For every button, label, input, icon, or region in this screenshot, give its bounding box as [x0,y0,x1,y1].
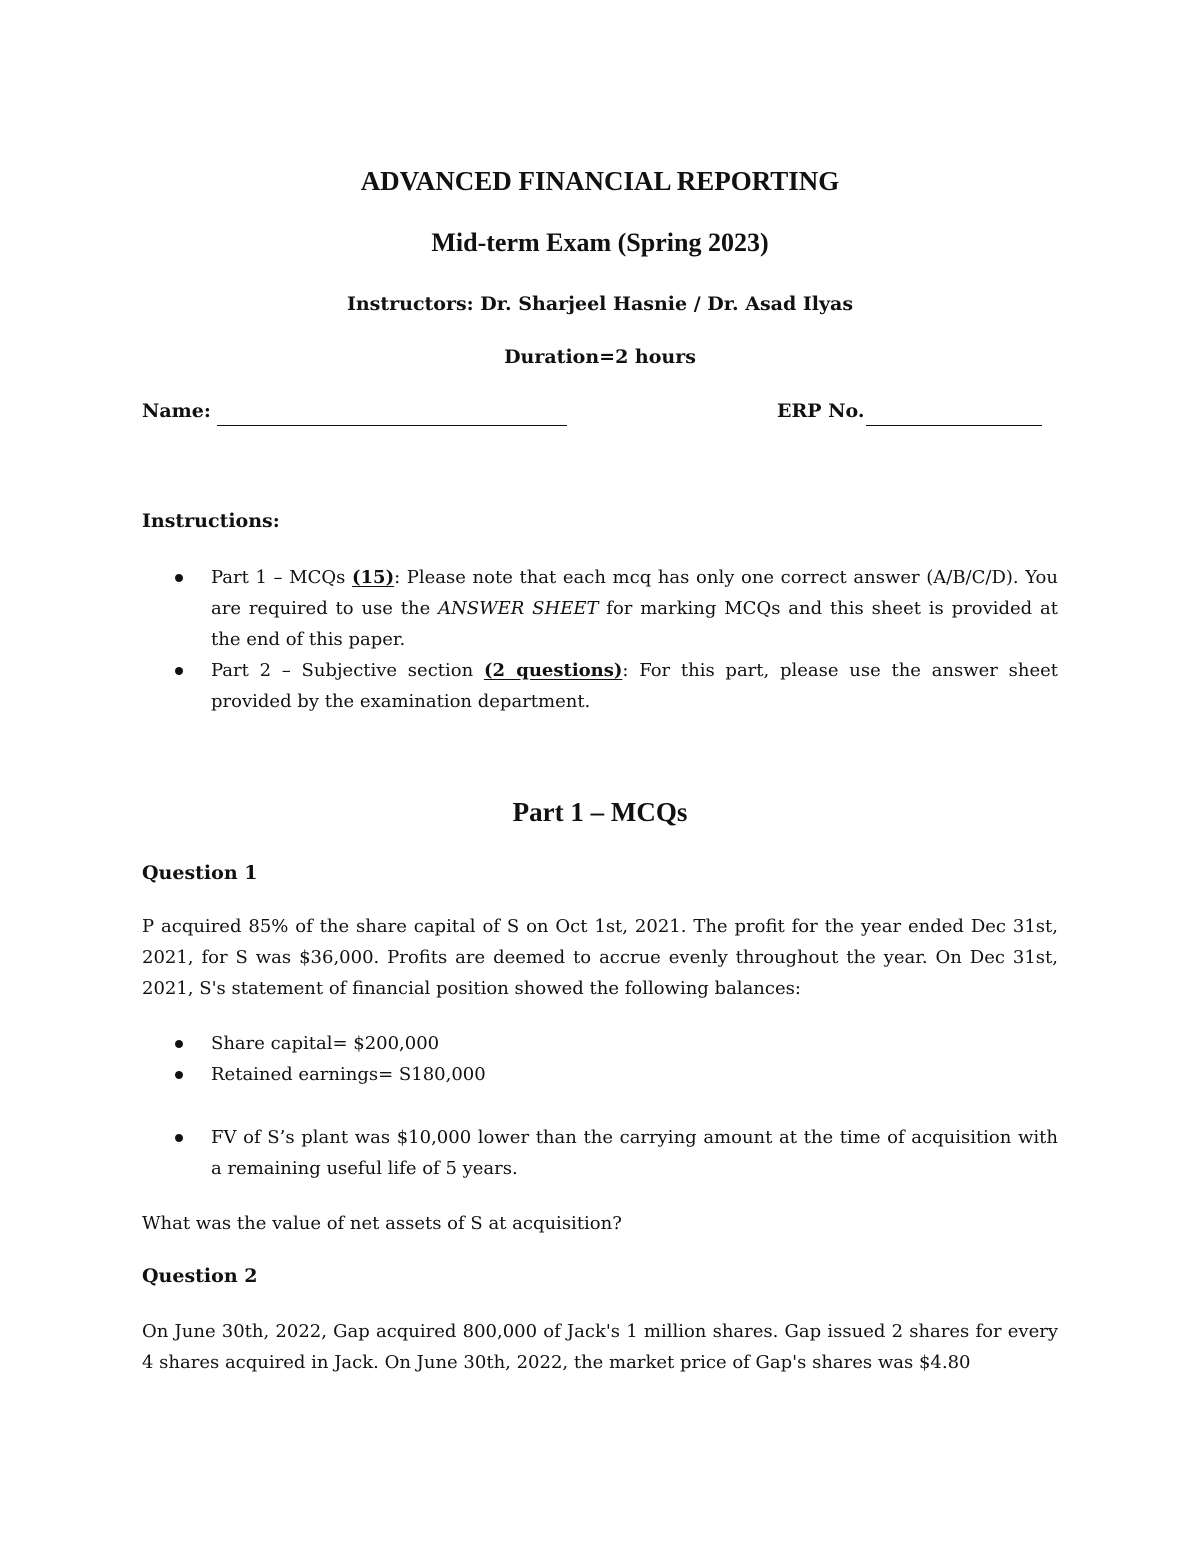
question-1-prompt: What was the value of net assets of S at acquisition? [142,1213,622,1234]
question-1-bullet: Retained earnings= S180,000 [211,1064,486,1085]
name-label: Name: [142,400,211,422]
question-1-body: P acquired 85% of the share capital of S on Oct 1st, 2021. The profit for the year ended Dec 31st, 2021, for S was $36,000. Profits are deemed to accrue evenly throughout the year. On Dec 31st, 2021, S's statement of financial position showed the following balances: [142,916,1058,999]
question-2-body: On June 30th, 2022, Gap acquired 800,000 of Jack's 1 million shares. Gap issued 2 shares for every 4 shares acquired in Jack. On June 30th, 2022, the market price of Gap's shares was $4.80 [142,1321,1058,1373]
bullet-icon [175,1040,183,1048]
erp-field[interactable] [866,425,1042,426]
bullet-icon [175,1071,183,1079]
bullet-icon [175,1134,183,1142]
instructors-line: Instructors: Dr. Sharjeel Hasnie / Dr. Asad Ilyas [346,293,854,315]
name-field[interactable] [217,425,567,426]
course-title: ADVANCED FINANCIAL REPORTING [360,166,840,196]
question-1-bullet: FV of S’s plant was $10,000 lower than the carrying amount at the time of acquisition with a remaining useful life of 5 years. [211,1127,1058,1179]
instruction-item-part2: Part 2 – Subjective section (2 questions): For this part, please use the answer sheet provided by the examination department. [211,660,1058,712]
question-1-bullet: Share capital= $200,000 [211,1033,440,1054]
part1-heading: Part 1 – MCQs [512,797,688,827]
question-2-label: Question 2 [142,1265,258,1287]
instructions-heading: Instructions: [142,510,280,532]
duration-line: Duration=2 hours [504,346,696,368]
erp-label: ERP No. [777,400,865,422]
bullet-icon [175,574,183,582]
question-1-label: Question 1 [142,862,258,884]
exam-title: Mid-term Exam (Spring 2023) [431,228,769,257]
bullet-icon [175,667,183,675]
instruction-item-part1: Part 1 – MCQs (15): Please note that each mcq has only one correct answer (A/B/C/D). You are required to use the ANSWER SHEET for marking MCQs and this sheet is provided at the end of this paper. [211,567,1058,650]
